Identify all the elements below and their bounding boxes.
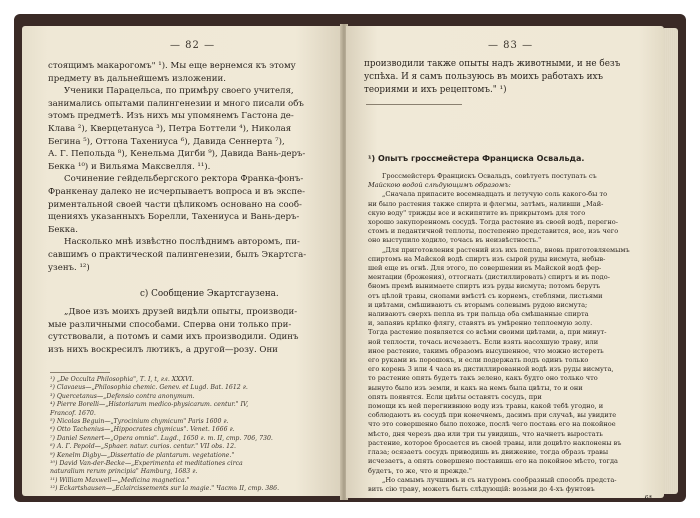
page-number: — 83 — [488,40,534,51]
text-line: хорошо закупоренномъ сосудѣ. Тогда растение въ своей водѣ, перегно- [368,218,618,227]
text-line: изъ нихъ воскресилъ лютикъ, а другой—розу. Они [48,344,278,355]
text-line: Сочинение гейдельбергского ректора Франка-фонъ- [64,174,304,185]
footnote: ⁴) Pierre Borelli—„Historiarum medico-physicarum. centur." IV, [50,401,249,409]
text-line: опять появятся. Если цвѣты оставятъ сосудъ, при [368,392,542,401]
body-text-continued [48,306,338,356]
text-line: узенъ. ¹²) [48,262,90,273]
text-line: ной теплости, точась исчезаетъ. Если взять насохшую траву, или [368,337,599,346]
text-line: Клава ²), Кверцетануса ³), Петра Боттели ⁴), Николая [48,123,292,134]
text-line: успѣха. И я самъ пользуюсь въ моихъ работахъ ихъ [364,72,604,82]
text-line: этомъ предметѣ. Изъ нихъ мы упомянемъ Гастона де- [48,111,294,122]
footnotes [50,376,342,494]
text-line: что это совершенно было похоже, послѣ чего поставь его на покойное [368,420,616,429]
footnote: ¹¹) William Maxwell—„Medicina magnetica." [50,476,190,484]
text-line: вынуто было изъ земли, и какъ на немъ была цвѣты, то и они [368,383,583,392]
text-line: глаза; осязаетъ сосудъ приводишь въ движение, тогда образъ травы [368,448,609,457]
text-line: ментации (брожения), оттогнать (дистиллировать) спиртъ и въ подо- [368,273,610,282]
text-line: Бегина ⁵), Оттона Тахениуса ⁶), Давида Сеннерта ⁷), [48,136,285,147]
footnote: ⁹) Kenelm Digby—„Dissertatio de plantarum. vegetatione." [50,451,235,459]
text-line: Насколько мнѣ извѣстно послѣднимъ авторомъ, пи- [64,237,300,248]
text-line: отъ цѣлой травы, снопами вмѣстѣ съ корнемъ, стеблями, листьями [368,291,603,300]
text-line: савшимъ о практической палингенезии, былъ Экартсга- [48,249,307,260]
footnote: ¹²) Eckartshausen—„Eclaircissements sur la magie." Часть II, стр. 386. [50,485,280,493]
text-line: Майскою водой слѣдующимъ образомъ: [368,181,511,190]
text-line: шей еще въ огнѣ. Для этого, по совершении въ Майской водѣ фер- [368,264,602,273]
text-line: и, запаявъ крѣпко флягу, ставятъ въ умѣренно теплоемую золу. [368,319,593,328]
footnote: ²) Clavaeus—„Philosophia chemic. Genev. et Lugd. Bat. 1612 г. [50,384,248,392]
text-line: бномъ премѣ вынимаете спиртъ изъ руды висмута; потомъ берутъ [368,282,601,291]
text-line: Бекка ¹⁰) и Вильяма Максвелля. ¹¹). [48,161,211,172]
footnote-divider [50,372,110,373]
text-line: и цвѣтами, смѣшиваютъ съ вторымъ солевымъ рудою висмута; [368,300,588,309]
footnote: naturalium rerum principia" Hamburg, 1683 г. [50,468,198,476]
text-line: вить сію траву, можетъ быть слѣдующій: возьми до 4-хъ фунтовъ [368,484,595,493]
text-line: то растение опять будетъ такъ зелено, какъ будто оно только что [368,374,598,383]
text-line: А. Г. Пепольда ⁸), Кенельма Дигби ⁹), Давида Вань-деръ- [48,149,306,160]
footnote-heading: ¹) Опытъ гроссмейстера Францискa Освальда. [368,154,585,163]
text-line: производили также опыты надъ животными, и не безъ [364,59,621,69]
footnote: ⁸) А. Г. Pepold—„Sphaer. natur. curios. centur." VII obs. 12. [50,443,236,451]
text-line: спиртомъ на Майской водѣ спиртъ изъ сырой руды висмута, небыв- [368,254,606,263]
text-line: иное растение, такимъ образомъ высушенное, что можно истереть [368,346,604,355]
text-line: его корень 3 или 4 часа въ дистиллированной водѣ изъ руды висмута, [368,365,614,374]
text-line: предмету въ дальнейшемъ изложении. [48,73,226,84]
text-line: наливаютъ сверхъ пепла въ три пальца оба смѣшанные спирта [368,310,589,319]
text-line: соблюдаютъ въ сосудѣ при конечнемъ, дасимъ при случаѣ, вы увидите [368,411,617,420]
text-line: „Двое изъ моихъ друзей видѣли опыты, производи- [64,307,298,317]
text-line: исчезаетъ, а опять совершено поставишь его на покойное мѣсто, тогда [368,457,618,466]
text-line: будетъ, то же, что и прежде." [368,466,472,475]
footnote: ⁶) Otto Tachenius—„Hippocrates chymicus". Venet. 1666 г. [50,426,235,434]
text-line: оно выступило ходило, точась въ неизвѣстность." [368,236,542,245]
text-line: его руками въ порошокъ, и если подержать подъ одинъ только [368,356,589,365]
text-line: помощи къ ней перегнивнюю воду изъ травы, какой тебѣ угодно, и [368,402,604,411]
section-heading: c) Сообщение Экартсгаузена. [140,289,279,299]
footnote-divider [366,104,462,105]
text-line: „Но самымъ лучшимъ и съ натуромъ сообразный способъ предста- [382,475,617,484]
text-line: ни было растения также спирта и флегмы, затѣмъ, наливши „Май- [368,199,604,208]
text-line: сутствовали, а потомъ и сами ихъ производили. Одинъ [48,332,299,343]
page-number: — 82 — [170,40,216,51]
body-text [48,60,338,274]
footnote: ¹) „De Occulta Philosophia", Т. I, t, гл. XXXVI. [50,376,194,383]
text-line: растение, которое бросается въ своей травы, или доцвѣто наклонены въ [368,438,622,447]
text-line: мѣсто, дня черезъ два или три ты увидишь, что начнетъ выростать [368,429,603,438]
text-line: Ученики Парацельса, по примѣру своего учителя, [64,86,294,97]
text-line: Бекка. [48,224,78,235]
body-text [364,58,654,97]
text-line: теориями и ихъ рецептомъ." ¹) [364,85,507,95]
footnote: Francof. 1670. [50,409,96,417]
text-line: занимались опытами палингенезии и много писали объ [48,98,304,109]
text-line: риментальной своей части цѣликомъ основано на сооб- [48,199,302,210]
text-line: скую воду" трижды все и вскипятите въ прикрытомъ для того [368,208,586,217]
text-line: Тогда растение появляется со всѣми своими цвѣтами, а, при минут- [368,328,607,337]
text-line: Гроссмейстеръ Францискъ Освальдъ, совѣтуетъ поступать съ [382,172,597,180]
left-page [22,26,344,496]
text-line: щенияхъ указанныхъ Борелли, Тахениуса и Вань-деръ- [48,212,300,223]
text-line: Франкенау далеко не исчерпываетъ вопроса и въ экспе- [48,186,306,197]
page-edges [664,28,678,494]
footnote: ⁷) Daniel Sennert—„Opera omnia". Lugd., 1650 г. т. II, стр. 706, 730. [50,434,273,442]
text-line: стомъ и педантичной теплоты, постепенно представится, все, изъ чего [368,227,619,236]
text-line: стоящимъ макарогомъ" ¹). Мы еще вернемся къ этому [48,61,296,71]
footnote: ³) Quercetanus—„Defensio contra anonymum. [50,392,195,400]
footnote-text [368,172,656,503]
text-line: „Сначала припасите восемнадцать и летучую соль какого-бы то [382,190,608,199]
text-line: мые различными способами. Сперва они только при- [48,319,292,330]
text-line: „Для приготовления растений изъ ихъ пепла, вновь приготовляемымъ [382,245,630,254]
footnote: ⁵) Nicolas Beguin—„Tyrocinium chymicum" Paris 1600 г. [50,418,229,426]
right-page [346,26,664,503]
footnote: ¹⁰) David Van-der-Becke—„Experimenta et meditationes circa [50,460,243,468]
catchword: 6* [644,494,652,503]
